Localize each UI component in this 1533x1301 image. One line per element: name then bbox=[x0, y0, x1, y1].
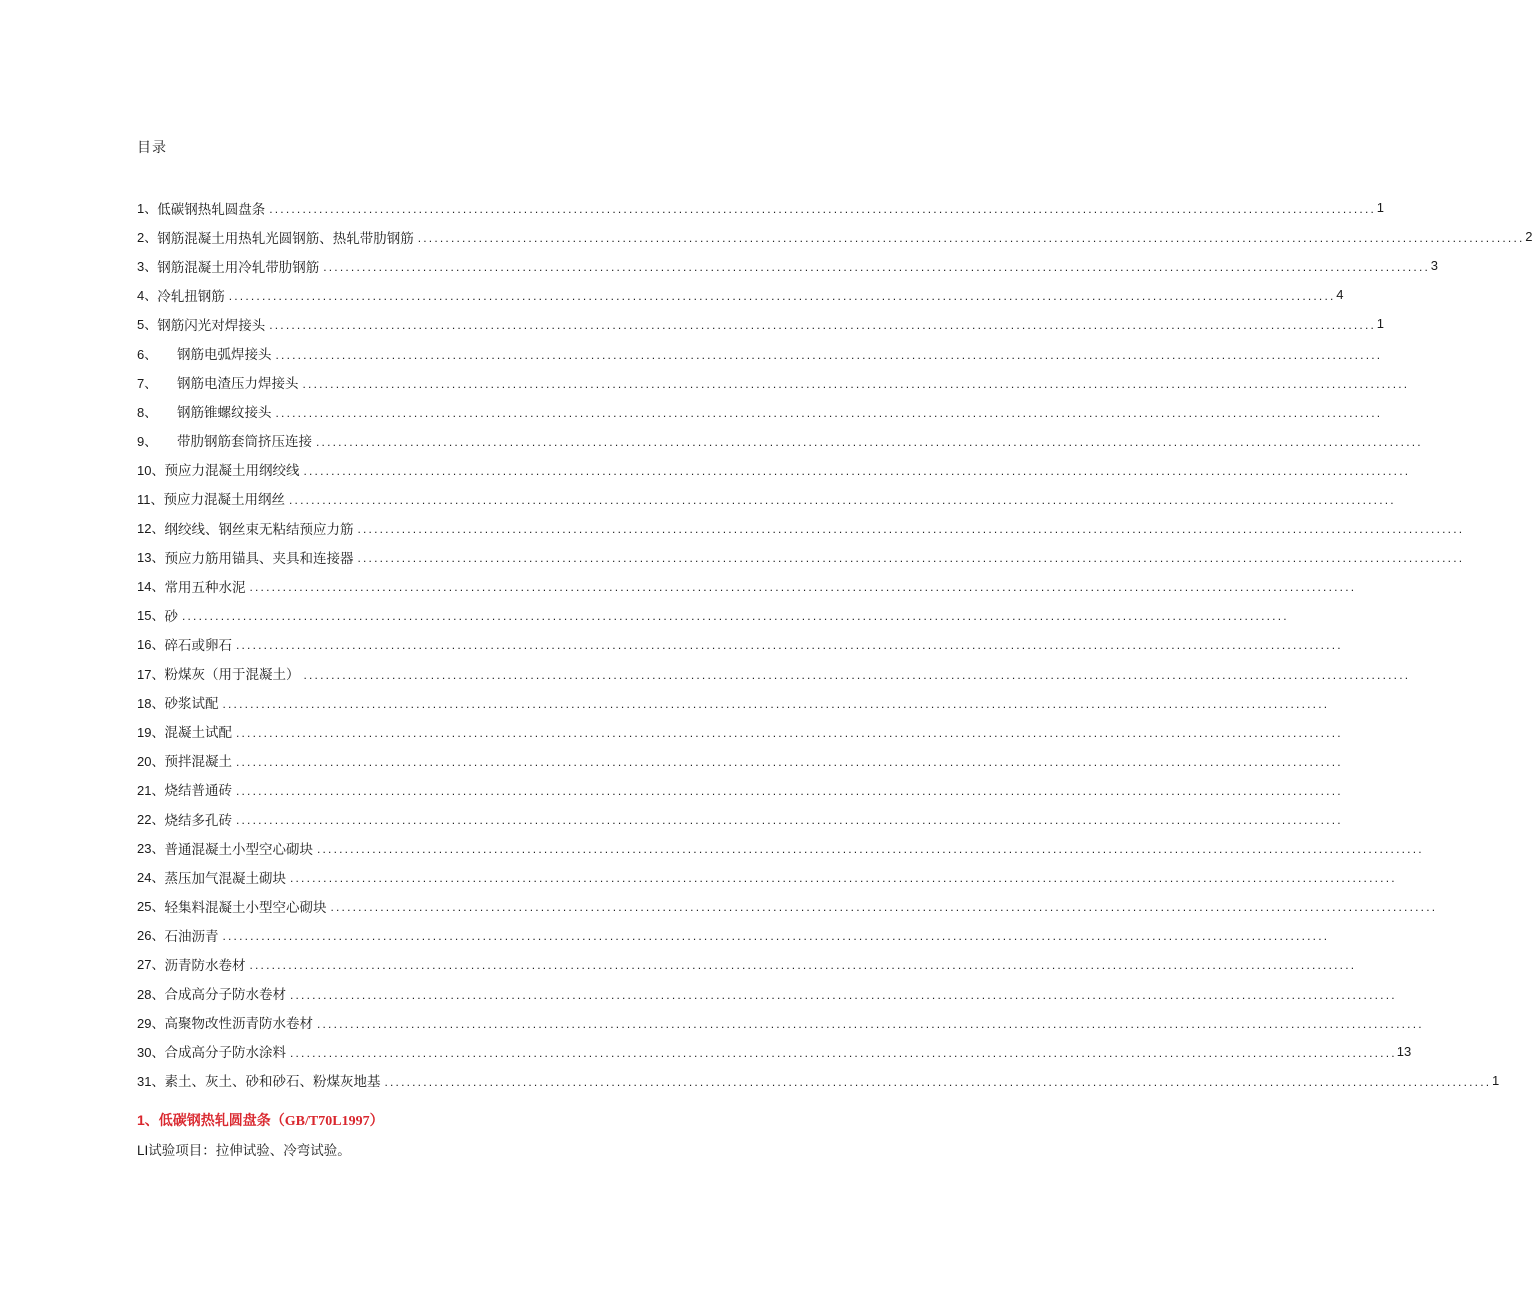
toc-entry[interactable] bbox=[137, 1008, 1424, 1037]
toc-dot-leader: ........................................................................................................................................................................................................ bbox=[228, 289, 1336, 304]
toc-entry[interactable] bbox=[137, 193, 1385, 222]
toc-dot-leader: ........................................................................................................................................................................................................ bbox=[384, 1074, 1492, 1089]
toc-entry-number: 24、 bbox=[137, 870, 165, 886]
toc-entry[interactable] bbox=[137, 1066, 1500, 1095]
toc-entry-number: 16、 bbox=[137, 637, 165, 653]
toc-entry-number: 20、 bbox=[137, 753, 165, 769]
toc-entry-label: 素土、灰土、砂和砂石、粉煤灰地基 bbox=[164, 1074, 381, 1091]
toc-entry-number: 23、 bbox=[137, 841, 165, 857]
toc-dot-leader: ........................................................................................................................................................................................................ bbox=[235, 783, 1343, 798]
toc-dot-leader: ........................................................................................................................................................................................................ bbox=[289, 987, 1397, 1002]
section-number: 1、 bbox=[137, 1112, 159, 1128]
toc-dot-leader: ........................................................................................................................................................................................................ bbox=[417, 231, 1525, 246]
toc-dot-leader: ........................................................................................................................................................................................................ bbox=[303, 463, 1411, 478]
toc-entry-page-number: 1 bbox=[1376, 200, 1385, 216]
toc-entry[interactable] bbox=[137, 949, 1357, 978]
toc-title: 目录 bbox=[137, 140, 167, 156]
toc-entry-label: 钢筋混凝土用热轧光圆钢筋、热轧带肋钢筋 bbox=[157, 230, 414, 247]
toc-entry-number: 15、 bbox=[137, 608, 165, 624]
toc-entry[interactable] bbox=[137, 484, 1396, 513]
toc-entry[interactable] bbox=[137, 513, 1465, 542]
toc-entry-label: 砂 bbox=[164, 608, 178, 625]
toc-entry-number: 30、 bbox=[137, 1044, 165, 1060]
toc-entry[interactable] bbox=[137, 368, 1410, 397]
toc-entry-page-number: 13 bbox=[1396, 1043, 1412, 1059]
toc-entry[interactable] bbox=[137, 280, 1344, 309]
toc-entry[interactable] bbox=[137, 775, 1343, 804]
toc-entry-label: 合成高分子防水卷材 bbox=[164, 987, 286, 1004]
toc-dot-leader: ........................................................................................................................................................................................................ bbox=[269, 318, 1377, 333]
toc-entry-label: 烧结普通砖 bbox=[164, 783, 232, 800]
toc-entry-number: 5、 bbox=[137, 317, 158, 333]
toc-entry-label: 粉煤灰（用于混凝土） bbox=[164, 667, 300, 684]
toc-entry[interactable] bbox=[137, 891, 1438, 920]
toc-entry[interactable] bbox=[137, 309, 1385, 338]
toc-entry[interactable] bbox=[137, 659, 1411, 688]
toc-entry-page-number: 4 bbox=[1336, 287, 1344, 303]
toc-entry[interactable] bbox=[137, 862, 1397, 891]
toc-dot-leader: ........................................................................................................................................................................................................ bbox=[275, 405, 1383, 420]
toc-entry-label: 预应力混凝土用纲绞线 bbox=[164, 463, 300, 480]
toc-entry-number: 21、 bbox=[137, 782, 165, 798]
toc-entry-number: 3、 bbox=[137, 259, 158, 275]
table-of-contents bbox=[137, 193, 1533, 1095]
toc-entry-label: 钢筋闪光对焊接头 bbox=[157, 317, 266, 334]
toc-dot-leader: ........................................................................................................................................................................................................ bbox=[357, 522, 1465, 537]
toc-entry-number: 31、 bbox=[137, 1073, 165, 1089]
toc-entry[interactable] bbox=[137, 1037, 1412, 1066]
toc-entry-label: 常用五种水泥 bbox=[164, 579, 246, 596]
toc-entry-label: 轻集料混凝土小型空心砌块 bbox=[164, 899, 327, 916]
toc-entry-label: 沥青防水卷材 bbox=[164, 957, 246, 974]
toc-entry[interactable] bbox=[137, 688, 1330, 717]
toc-entry-label: 预应力混凝土用纲丝 bbox=[163, 492, 285, 509]
toc-entry-number: 2、 bbox=[137, 230, 158, 246]
toc-entry-label: 钢筋锥螺纹接头 bbox=[177, 405, 272, 422]
toc-dot-leader: ........................................................................................................................................................................................................ bbox=[275, 347, 1383, 362]
toc-entry-label: 普通混凝土小型空心砌块 bbox=[164, 841, 313, 858]
toc-entry-label: 钢筋电渣压力焊接头 bbox=[177, 376, 299, 393]
toc-entry-number: 9、 bbox=[137, 433, 158, 449]
toc-entry-page-number: 2 bbox=[1525, 229, 1533, 245]
toc-dot-leader: ........................................................................................................................................................................................................ bbox=[302, 376, 1410, 391]
toc-entry-label: 合成高分子防水涂料 bbox=[164, 1045, 286, 1062]
toc-entry-number: 13、 bbox=[137, 550, 165, 566]
toc-entry[interactable] bbox=[137, 804, 1343, 833]
toc-entry-label: 烧结多孔砖 bbox=[164, 812, 232, 829]
toc-entry[interactable] bbox=[137, 542, 1465, 571]
toc-entry[interactable] bbox=[137, 833, 1424, 862]
toc-dot-leader: ........................................................................................................................................................................................................ bbox=[181, 609, 1289, 624]
toc-entry-number: 10、 bbox=[137, 462, 165, 478]
toc-entry-number: 28、 bbox=[137, 986, 165, 1002]
toc-entry[interactable] bbox=[137, 629, 1343, 658]
toc-entry-label: 碎石或卵石 bbox=[164, 637, 232, 654]
toc-entry-number: 25、 bbox=[137, 899, 165, 915]
toc-entry-number: 19、 bbox=[137, 724, 165, 740]
toc-dot-leader: ........................................................................................................................................................................................................ bbox=[316, 842, 1424, 857]
toc-dot-leader: ........................................................................................................................................................................................................ bbox=[303, 667, 1411, 682]
section-title: 低碳钢热轧圆盘条 bbox=[158, 1113, 271, 1129]
toc-entry-number: 6、 bbox=[137, 346, 158, 362]
toc-entry[interactable] bbox=[137, 251, 1439, 280]
toc-entry-label: 石油沥青 bbox=[164, 928, 219, 945]
toc-entry-number: 7、 bbox=[137, 375, 158, 391]
toc-entry-label: 高聚物改性沥青防水卷材 bbox=[164, 1016, 313, 1033]
toc-entry-label: 带肋钢筋套筒挤压连接 bbox=[177, 434, 312, 451]
toc-entry-number: 1、 bbox=[137, 201, 158, 217]
toc-entry-label: 纲绞线、钢丝束无粘结预应力筋 bbox=[164, 521, 354, 538]
toc-dot-leader: ........................................................................................................................................................................................................ bbox=[235, 754, 1343, 769]
toc-dot-leader: ........................................................................................................................................................................................................ bbox=[222, 696, 1330, 711]
toc-dot-leader: ........................................................................................................................................................................................................ bbox=[316, 1016, 1424, 1031]
toc-entry[interactable] bbox=[137, 600, 1289, 629]
toc-entry-label: 混凝土试配 bbox=[164, 725, 232, 742]
toc-entry-page-number: 1 bbox=[1492, 1072, 1500, 1088]
toc-entry-number: 14、 bbox=[137, 579, 165, 595]
toc-entry[interactable] bbox=[137, 979, 1397, 1008]
toc-entry-label: 钢筋混凝土用冷轧带肋钢筋 bbox=[157, 259, 320, 276]
toc-entry-number: 11、 bbox=[137, 491, 164, 507]
toc-dot-leader: ........................................................................................................................................................................................................ bbox=[235, 725, 1343, 740]
toc-entry-label: 钢筋电弧焊接头 bbox=[177, 347, 272, 364]
toc-entry-number: 18、 bbox=[137, 695, 165, 711]
section-standard-code: （GB/T70L1997） bbox=[270, 1114, 384, 1129]
toc-dot-leader: ........................................................................................................................................................................................................ bbox=[330, 900, 1438, 915]
toc-entry-number: 26、 bbox=[137, 928, 165, 944]
toc-dot-leader: ........................................................................................................................................................................................................ bbox=[235, 813, 1343, 828]
toc-entry[interactable] bbox=[137, 455, 1411, 484]
toc-entry-number: 4、 bbox=[137, 288, 158, 304]
toc-dot-leader: ........................................................................................................................................................................................................ bbox=[289, 871, 1397, 886]
toc-dot-leader: ........................................................................................................................................................................................................ bbox=[249, 958, 1357, 973]
toc-dot-leader: ........................................................................................................................................................................................................ bbox=[316, 434, 1423, 449]
toc-entry-number: 12、 bbox=[137, 521, 165, 537]
toc-entry-number: 17、 bbox=[137, 666, 165, 682]
toc-dot-leader: ........................................................................................................................................................................................................ bbox=[222, 929, 1330, 944]
toc-entry-label: 蒸压加气混凝土砌块 bbox=[164, 870, 286, 887]
toc-entry-page-number: 1 bbox=[1376, 316, 1385, 332]
toc-entry[interactable] bbox=[137, 222, 1533, 251]
test-items-paragraph bbox=[137, 1139, 351, 1159]
toc-entry-label: 预应力筋用锚具、夹具和连接器 bbox=[164, 550, 354, 567]
toc-entry-label: 预拌混凝土 bbox=[164, 754, 232, 771]
toc-dot-leader: ........................................................................................................................................................................................................ bbox=[235, 638, 1343, 653]
toc-entry-number: 22、 bbox=[137, 812, 165, 828]
toc-entry[interactable] bbox=[137, 338, 1383, 367]
toc-entry[interactable] bbox=[137, 746, 1343, 775]
paragraph-prefix: LI bbox=[137, 1143, 149, 1158]
toc-dot-leader: ........................................................................................................................................................................................................ bbox=[357, 551, 1465, 566]
toc-entry[interactable] bbox=[137, 920, 1330, 949]
section-heading bbox=[137, 1110, 384, 1130]
toc-entry[interactable] bbox=[137, 717, 1343, 746]
toc-dot-leader: ........................................................................................................................................................................................................ bbox=[323, 260, 1431, 275]
toc-dot-leader: ........................................................................................................................................................................................................ bbox=[289, 1045, 1397, 1060]
toc-entry[interactable] bbox=[137, 426, 1423, 455]
toc-entry-label: 冷轧扭钢筋 bbox=[157, 288, 225, 305]
toc-entry[interactable] bbox=[137, 571, 1357, 600]
toc-entry-number: 8、 bbox=[137, 404, 158, 420]
toc-entry-page-number: 3 bbox=[1430, 258, 1439, 274]
toc-entry-label: 低碳钢热轧圆盘条 bbox=[157, 201, 266, 218]
toc-dot-leader: ........................................................................................................................................................................................................ bbox=[289, 492, 1396, 507]
toc-entry-number: 27、 bbox=[137, 957, 165, 973]
toc-entry[interactable] bbox=[137, 397, 1383, 426]
toc-dot-leader: ........................................................................................................................................................................................................ bbox=[249, 580, 1357, 595]
toc-entry-number: 29、 bbox=[137, 1015, 165, 1031]
paragraph-text: 试验项目：拉伸试验、冷弯试验。 bbox=[148, 1143, 351, 1159]
toc-entry-label: 砂浆试配 bbox=[164, 696, 219, 713]
toc-dot-leader: ........................................................................................................................................................................................................ bbox=[269, 202, 1377, 217]
